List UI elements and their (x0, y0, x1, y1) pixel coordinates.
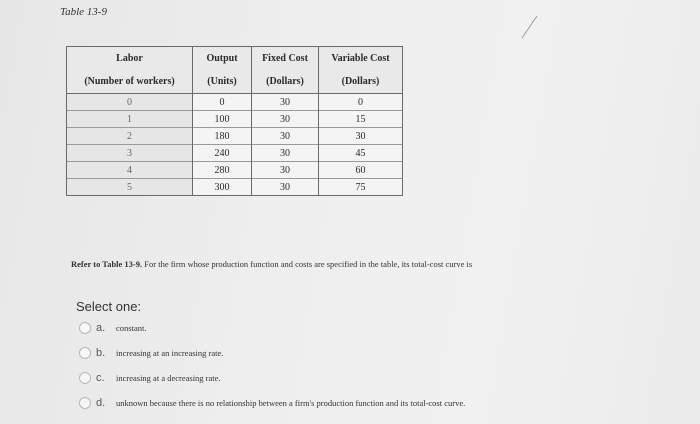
cost-table (66, 46, 403, 196)
option-text: unknown because there is no relationship between a firm's production function and its total-cost curve. (116, 398, 466, 408)
option-b[interactable] (79, 345, 223, 361)
option-a[interactable] (79, 320, 146, 336)
cell-output: 100 (193, 111, 252, 128)
cell-labor: 3 (67, 145, 193, 162)
header-labor: Labor (67, 47, 193, 71)
header-row-top (67, 47, 403, 71)
option-d[interactable] (79, 395, 465, 411)
table-row (67, 179, 403, 196)
option-text: constant. (116, 323, 147, 333)
table-row (67, 111, 403, 128)
cell-output: 0 (193, 94, 252, 111)
cell-output: 280 (193, 162, 252, 179)
radio-button-icon[interactable] (79, 397, 91, 409)
cell-variable-cost: 45 (319, 145, 403, 162)
cell-labor: 5 (67, 179, 193, 196)
option-text: increasing at a decreasing rate. (116, 373, 221, 383)
header-variable-cost: Variable Cost (319, 47, 403, 71)
select-one-label: Select one: (76, 299, 142, 314)
cell-labor: 2 (67, 128, 193, 145)
cell-output: 240 (193, 145, 252, 162)
option-text: increasing at an increasing rate. (116, 348, 224, 358)
header-row-bottom (67, 70, 403, 94)
cell-labor: 1 (67, 111, 193, 128)
header-output-unit: (Units) (193, 70, 252, 94)
question-reference: Refer to Table 13-9. (71, 259, 143, 269)
cell-labor: 0 (67, 94, 193, 111)
pen-stroke-mark (520, 14, 540, 40)
cell-fixed-cost: 30 (252, 145, 319, 162)
cell-variable-cost: 30 (319, 128, 403, 145)
cell-fixed-cost: 30 (252, 111, 319, 128)
radio-button-icon[interactable] (79, 347, 91, 359)
cell-output: 300 (193, 179, 252, 196)
option-letter: c. (96, 372, 105, 384)
cell-output: 180 (193, 128, 252, 145)
cell-fixed-cost: 30 (252, 179, 319, 196)
option-c[interactable] (79, 370, 221, 386)
cell-fixed-cost: 30 (252, 162, 319, 179)
table-row (67, 128, 403, 145)
cell-fixed-cost: 30 (252, 128, 319, 145)
option-letter: d. (96, 397, 106, 409)
radio-button-icon[interactable] (79, 372, 91, 384)
cell-variable-cost: 15 (319, 111, 403, 128)
cell-variable-cost: 0 (319, 94, 403, 111)
question-text (71, 259, 472, 269)
cell-variable-cost: 60 (319, 162, 403, 179)
question-body: For the firm whose production function and costs are specified in the table, its total-cost curve is (144, 259, 473, 269)
option-letter: b. (96, 347, 106, 359)
table-row (67, 162, 403, 179)
header-output: Output (193, 47, 252, 71)
header-labor-unit: (Number of workers) (67, 70, 193, 94)
cell-labor: 4 (67, 162, 193, 179)
header-fixed-cost: Fixed Cost (252, 47, 319, 71)
header-variable-cost-unit: (Dollars) (319, 70, 403, 94)
radio-button-icon[interactable] (79, 322, 91, 334)
table-label: Table 13-9 (60, 6, 107, 18)
header-fixed-cost-unit: (Dollars) (252, 70, 319, 94)
cell-variable-cost: 75 (319, 179, 403, 196)
table-row (67, 145, 403, 162)
cell-fixed-cost: 30 (252, 94, 319, 111)
option-letter: a. (96, 322, 106, 334)
table-row (67, 94, 403, 111)
